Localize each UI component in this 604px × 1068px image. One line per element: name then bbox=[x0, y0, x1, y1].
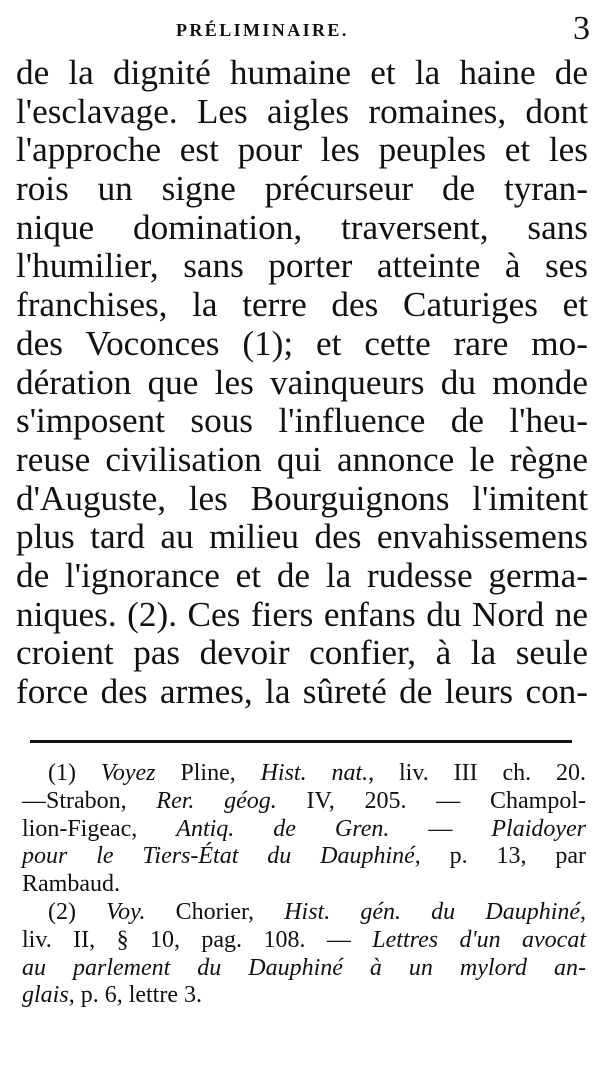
footnote-text: , liv. III ch. 20. bbox=[368, 760, 587, 786]
footnote-text: Chorier, bbox=[145, 898, 285, 925]
text-line: de l'ignorance et de la rudesse germa- bbox=[16, 555, 588, 595]
text-line: d'Auguste, les Bourguignons l'imitent bbox=[16, 478, 588, 518]
page-header bbox=[0, 10, 604, 50]
footnote-line bbox=[22, 816, 586, 844]
text-line: plus tard au milieu des envahissemens bbox=[16, 517, 588, 557]
footnote-line bbox=[22, 788, 586, 816]
footnote-text: , bbox=[580, 898, 587, 925]
footnotes bbox=[22, 760, 586, 1010]
text-line: force des armes, la sûreté de leurs con- bbox=[16, 672, 588, 711]
text-line: dération que les vainqueurs du monde bbox=[16, 362, 588, 402]
footnote-text: glais bbox=[22, 982, 69, 1009]
footnote-line bbox=[22, 760, 586, 788]
footnote-text: Lettres d'un avocat bbox=[372, 926, 586, 953]
footnote-text: Voyez bbox=[100, 760, 156, 786]
main-text bbox=[16, 54, 588, 712]
footnote-separator-rule bbox=[30, 740, 572, 743]
footnote-line: Rambaud. bbox=[22, 871, 120, 898]
footnote-line bbox=[22, 927, 586, 955]
footnote-text: , p. 6, lettre 3. bbox=[68, 982, 202, 1009]
text-line: s'imposent sous l'influence de l'heu- bbox=[16, 401, 588, 441]
text-line: franchises, la terre des Caturiges et bbox=[16, 285, 588, 325]
footnote-line bbox=[22, 982, 586, 1010]
text-line: rois un signe précurseur de tyran- bbox=[16, 169, 588, 209]
text-line: nique domination, traversent, sans bbox=[16, 207, 588, 247]
footnote-line: au parlement du Dauphiné à un mylord an- bbox=[22, 954, 586, 981]
footnote-text: Voy. bbox=[106, 898, 146, 925]
page-number: 3 bbox=[573, 10, 590, 47]
running-title: PRÉLIMINAIRE. bbox=[176, 20, 349, 40]
footnote-text: pour le Tiers-État du Dauphiné bbox=[22, 843, 415, 870]
footnote-text: , p. 13, par bbox=[414, 843, 586, 870]
footnote-text: Hist. gén. du Dauphiné bbox=[284, 898, 581, 925]
text-line: l'humilier, sans porter atteinte à ses bbox=[16, 246, 588, 286]
footnote-line bbox=[22, 843, 586, 871]
footnote-text: Rer. géog. bbox=[156, 787, 277, 814]
footnote-text: —Strabon, bbox=[22, 787, 157, 814]
text-line: reuse civilisation qui annonce le règne bbox=[16, 439, 588, 479]
footnote-1 bbox=[22, 760, 586, 899]
footnote-text: liv. II, § 10, pag. 108. — bbox=[22, 926, 373, 953]
footnote-marker: (2) bbox=[48, 898, 107, 925]
footnote-marker: (1) bbox=[48, 760, 101, 786]
footnote-line bbox=[22, 899, 586, 927]
footnote-text: Hist. nat. bbox=[260, 760, 369, 786]
text-line: de la dignité humaine et la haine de bbox=[16, 53, 588, 92]
text-line: niques. (2). Ces fiers enfans du Nord ne bbox=[16, 594, 588, 634]
footnote-text: — bbox=[389, 815, 492, 842]
footnote-text: Antiq. de Gren. bbox=[176, 815, 390, 842]
text-line: des Voconces (1); et cette rare mo- bbox=[16, 323, 588, 363]
text-line: l'esclavage. Les aigles romaines, dont bbox=[16, 91, 588, 131]
footnote-text: IV, 205. — Champol- bbox=[276, 787, 586, 814]
footnote-text: lion-Figeac, bbox=[22, 815, 177, 842]
text-line: croient pas devoir confier, à la seule bbox=[16, 633, 588, 673]
footnote-text: Pline, bbox=[155, 760, 261, 786]
footnote-2 bbox=[22, 899, 586, 1010]
footnote-text: Plaidoyer bbox=[491, 815, 586, 842]
text-line: l'approche est pour les peuples et les bbox=[16, 130, 588, 170]
